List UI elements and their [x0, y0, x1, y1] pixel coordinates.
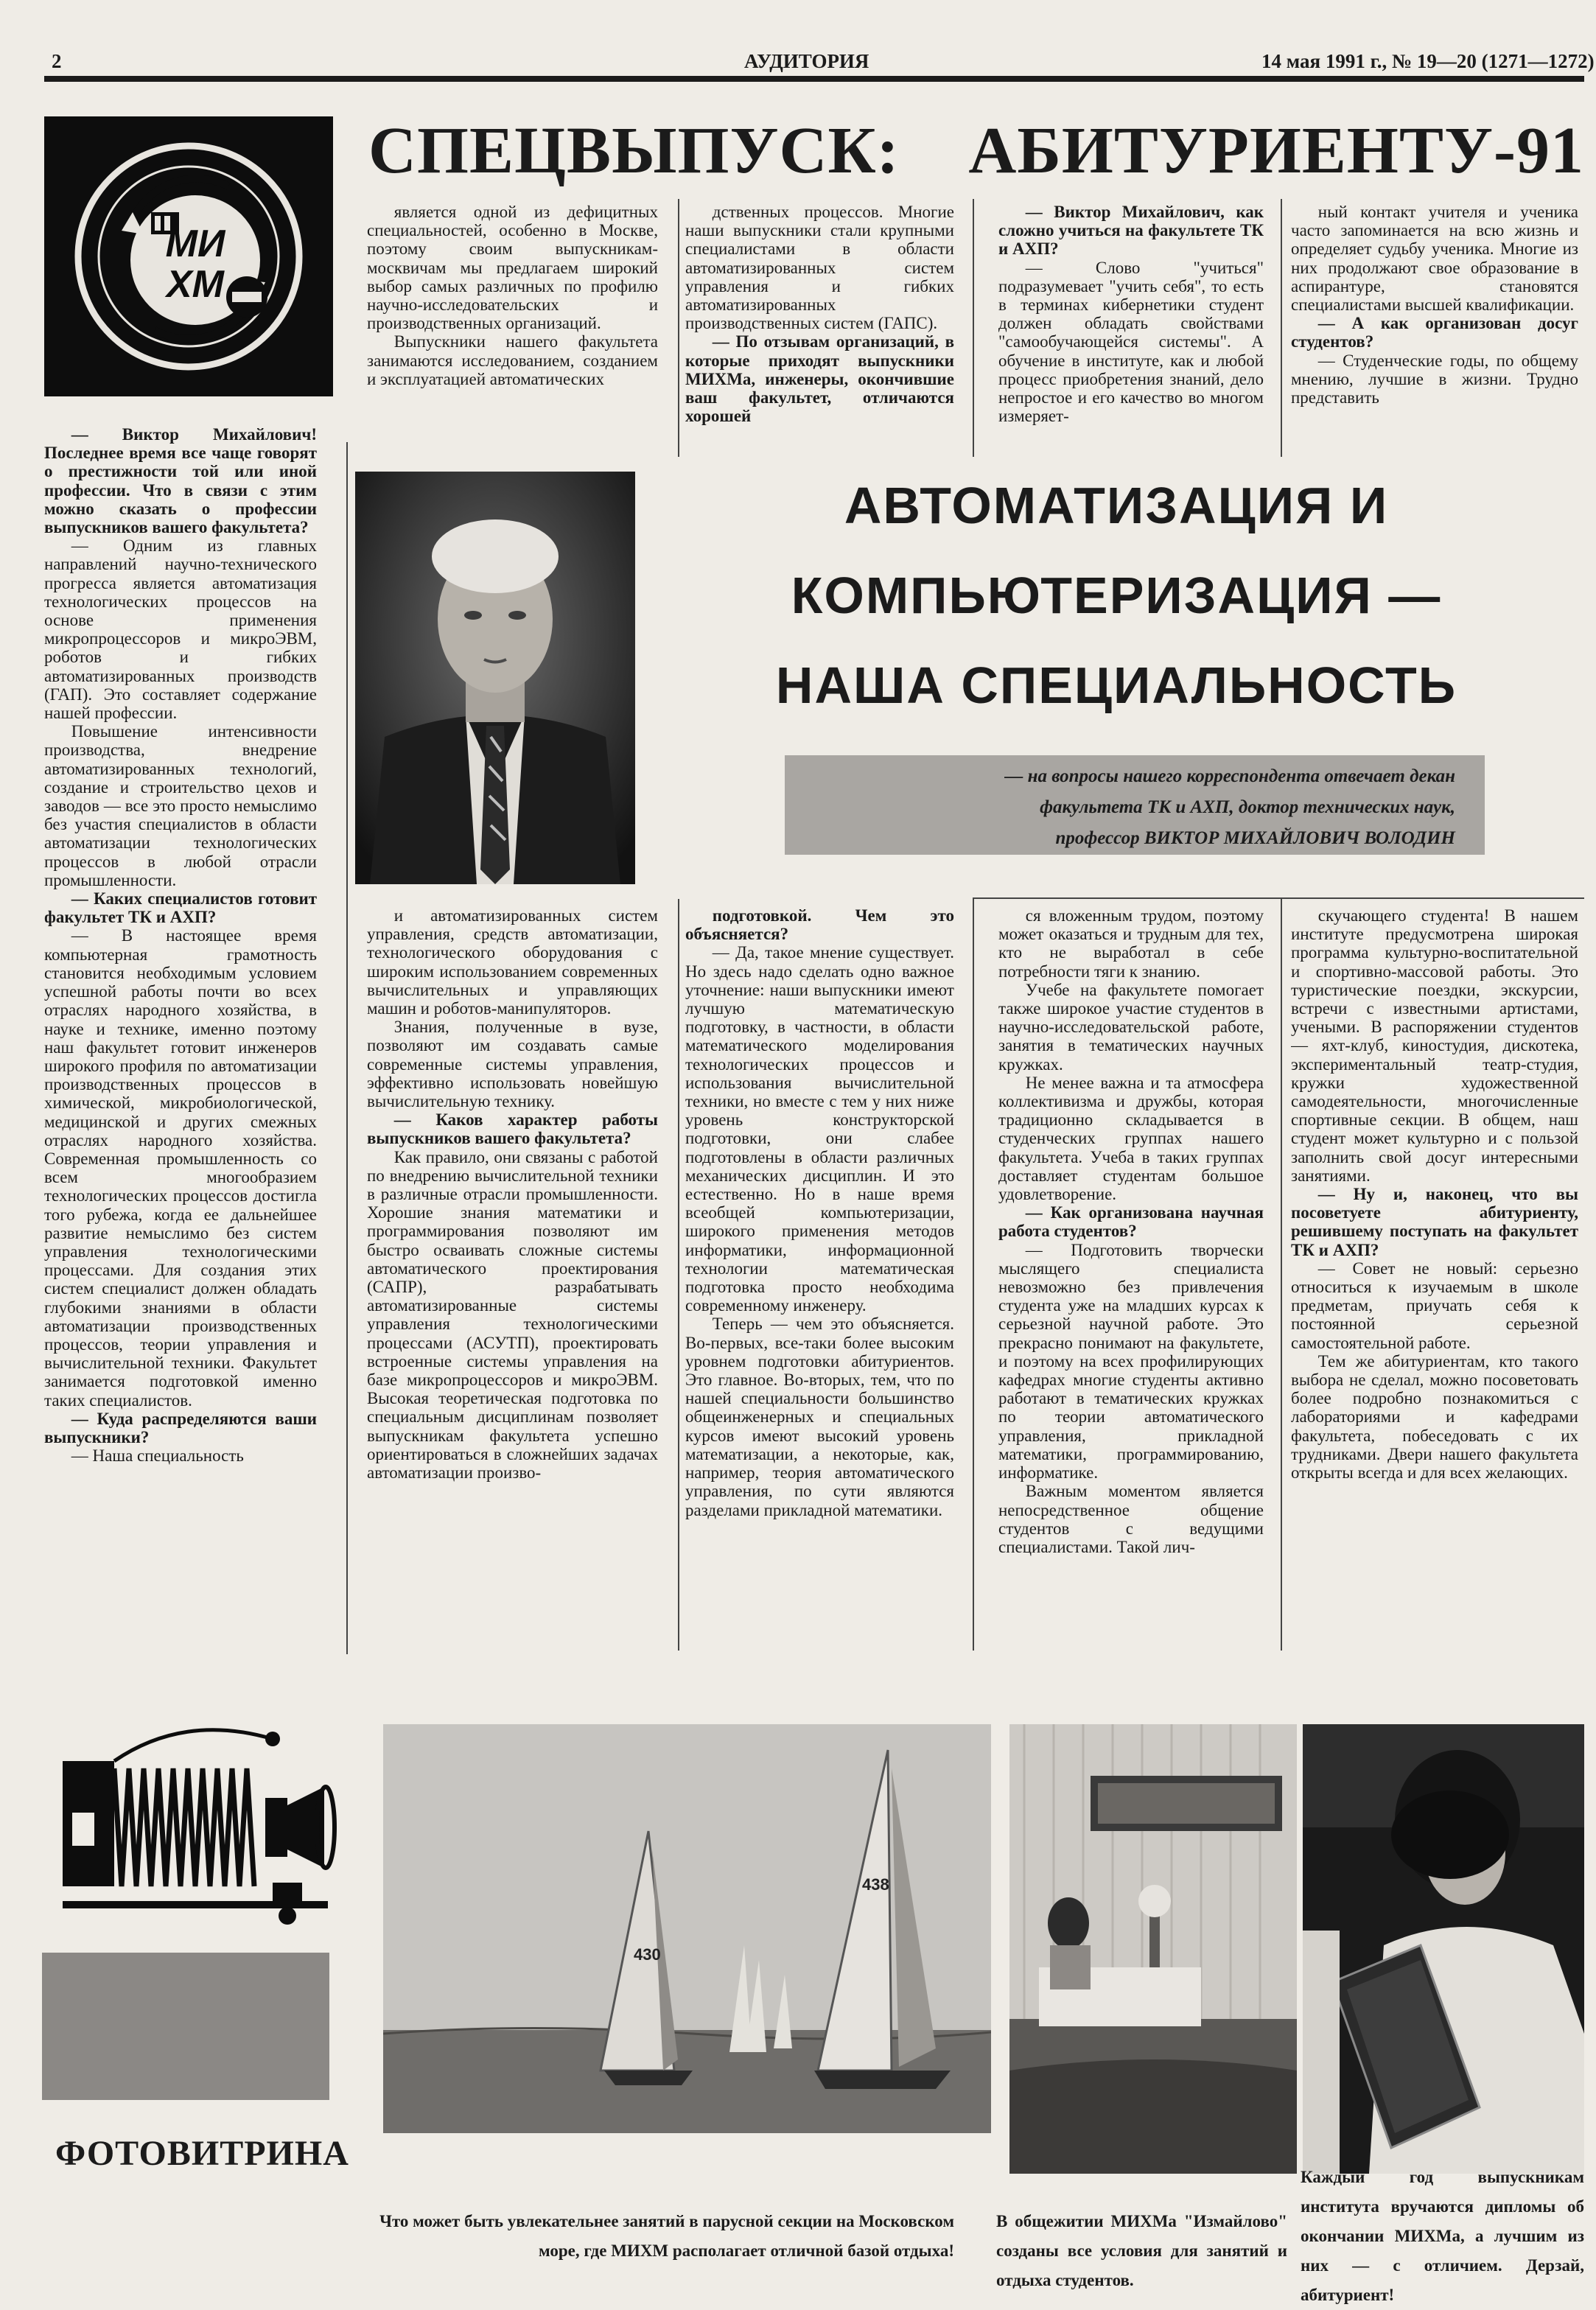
article-paragraph: является одной из дефицитных специальностей, особенно в Москве, поэтому своим выпускникам-москвичам мы предлагаем широкий выбор самых различных по профилю научно-исследовательских и производственных организаций.: [367, 203, 658, 333]
article-paragraph: и автоматизированных систем управления, средств автоматизации, технологического оборудования с широким использованием современных вычислительных и управляющих машин и роботов-манипуляторов.: [367, 906, 658, 1018]
article-paragraph: скучающего студента! В нашем институте предусмотрена широкая программа культурно-воспитательной и спортивно-массовой работы. Это туристические поездки, экскурсии, встречи с известными артистами, учеными. В распоряжении студентов — яхт-клуб, киностудия, дискотека, экспериментальный театр-студия, кружки художественной самодеятельности, многочисленные спортивные секции. В общем, наш студент может культурно и с пользой заполнить свой досуг интересными занятиями.: [1291, 906, 1578, 1185]
section-rule: [973, 897, 1584, 899]
article-paragraph: Теперь — чем это объясняется. Во-первых, все-таки более высоким уровнем подготовки абитуриентов. Это главное. Во-вторых, тем, что по нашей специальности большинство общеинженерных и специальных курсов имеют высокий уровень математизации, а некоторые, как, например, теория автоматического управления, по сути являются разделами прикладной математики.: [685, 1315, 954, 1519]
article-paragraph: Знания, полученные в вузе, позволяют им создавать самые современные системы управления, эффективно использовать новейшую вычислительную технику.: [367, 1018, 658, 1111]
article-paragraph: дственных процессов. Многие наши выпускники стали крупными специалистами в области автоматизированных систем управления и гибких автоматизированных производственных систем (ГАПС).: [685, 203, 954, 333]
institute-logo: [44, 116, 333, 396]
dean-portrait-photo: [355, 472, 635, 884]
article-column-3-bottom: [685, 906, 954, 1651]
article-paragraph: — Да, такое мнение существует. Но здесь надо сделать одно важное уточнение: наши выпускники имеют лучшую математическую подготовку, в частности, в области математического моделирования технологических процессов и использования вычислительной техники, но вместе с тем у них ниже уровень конструкторской подготовки, они слабее подготовлены в области различных механических дисциплин. И это естественно. Но в наше время всеобщей компьютеризации, широкого применения методов информатики, информационной технологии математическая подготовка просто необходима современному инженеру.: [685, 943, 954, 1315]
column-rule: [678, 199, 679, 457]
headline-line-3: НАША СПЕЦИАЛЬНОСТЬ: [775, 657, 1457, 714]
article-headline: [648, 461, 1584, 730]
gray-block: [42, 1953, 329, 2100]
article-paragraph: — Подготовить творчески мыслящего специалиста невозможно без привлечения студента уже на младших курсах к серьезной научной работе. Это прекрасно понимают на факультете, и поэтому на всех профилирующих кафедрах многие студенты активно работают в тематических кружках по теории автоматического управления, прикладной математики, программированию, информатике.: [998, 1240, 1264, 1483]
article-paragraph: — Наша специальность: [71, 1446, 244, 1466]
article-column-5-bottom: [1291, 906, 1578, 1651]
logo-letters-top: МИ: [165, 223, 225, 265]
interview-question: — А как организован досуг студентов?: [1291, 314, 1578, 351]
interview-question: — Каких специалистов готовит факультет ТК и АХП?: [44, 889, 317, 927]
article-paragraph: Важным моментом является непосредственное общение студентов с ведущими специалистами. Такой лич-: [998, 1482, 1264, 1556]
headline-line-1: АВТОМАТИЗАЦИЯ И: [844, 477, 1389, 534]
article-column-5-top: [1291, 203, 1578, 453]
banner-title: СПЕЦВЫПУСК: АБИТУРИЕНТУ-91: [368, 114, 1584, 187]
sail-number-2: 438: [862, 1875, 889, 1894]
interview-question: — По отзывам организаций, в которые приходят выпускники МИХМа, инженеры, окончившие ваш факультет, отличаются хорошей: [685, 332, 954, 426]
column-rule: [1281, 199, 1282, 457]
dormitory-photo: [1009, 1724, 1297, 2174]
article-column-3-top: [685, 203, 954, 453]
article-column-2-top: [367, 203, 658, 453]
sailing-photo-caption: Что может быть увлекательнее занятий в парусной секции на Московском море, где МИХМ располагает отличной базой отдыха!: [379, 2212, 954, 2260]
column-rule: [1281, 899, 1282, 1651]
interview-question: подготовкой. Чем это объясняется?: [685, 906, 954, 944]
page-number: 2: [52, 50, 62, 72]
article-paragraph: Тем же абитуриентам, кто такого выбора не сделал, можно посоветовать более подробно познакомиться с лабораториями и кафедрами факультета, побеседовать с их трудниками. Двери нашего факультета открыты всегда и для всех желающих.: [1291, 1351, 1578, 1483]
issue-info: 14 мая 1991 г., № 19—20 (1271—1272): [1261, 50, 1595, 72]
column-rule: [346, 442, 348, 1654]
article-paragraph: — Слово "учиться" подразумевает "учить себя", то есть в терминах кибернетики студент должен обладать свойствами "самообучающейся системы". А обучение в институте, как и любой процесс приобретения знаний, дело непростое и его качество во многом измеряет-: [998, 258, 1264, 426]
article-paragraph: — Студенческие годы, по общему мнению, лучшие в жизни. Трудно представить: [1291, 351, 1578, 407]
column-rule: [973, 199, 974, 457]
article-paragraph: Выпускники нашего факультета занимаются исследованием, созданием и эксплуатацией автоматических: [367, 332, 658, 388]
column-rule: [973, 899, 974, 1651]
diploma-photo-caption: Каждый год выпускникам института вручаются дипломы об окончании МИХМа, а лучшим из них — с отличием. Дерзай, абитуриент!: [1301, 2168, 1584, 2304]
diploma-photo: [1303, 1724, 1584, 2174]
article-paragraph: — Совет не новый: серьезно относиться к изучаемым в школе предметам, приучать себя к постоянной серьезной самостоятельной работе.: [1291, 1259, 1578, 1352]
headline-line-2: КОМПЬЮТЕРИЗАЦИЯ —: [791, 567, 1442, 624]
logo-letters-bottom: ХМ: [167, 263, 224, 306]
article-column-1: [44, 425, 317, 1650]
interview-question: — Куда распределяются ваши выпускники?: [44, 1409, 317, 1446]
article-paragraph: Как правило, они связаны с работой по внедрению вычислительной техники в различные отрасли промышленности. Хорошие знания математики и программирования позволяют им быстро осваивать сложные системы автоматического проектирования (САПР), разрабатывать автоматизированные системы управления технологическими процессами (АСУТП), проектировать встроенные системы управления на базе микропроцессоров и микроЭВМ. Высокая теоретическая подготовка по специальным дисциплинам позволяет выпускникам факультета успешно ориентироваться в сложнейших задачах автоматизации произво-: [367, 1147, 658, 1483]
column-rule: [678, 899, 679, 1651]
sail-number-1: 430: [634, 1945, 661, 1964]
subheadline-line-2: факультета ТК и АХП, доктор технических наук,: [1040, 797, 1455, 817]
interview-question: — Ну и, наконец, что вы посоветуете абитуриенту, решившему поступать на факультет ТК и АХП?: [1291, 1185, 1578, 1259]
article-paragraph: — Одним из главных направлений научно-технического прогресса является автоматизация технологических процессов на основе применения микропроцессоров и микроЭВМ, роботов и гибких автоматизированных производств (ГАП). Это составляет содержание нашей профессии.: [44, 536, 317, 723]
interview-question: — Каков характер работы выпускников вашего факультета?: [367, 1110, 658, 1148]
sailing-photo: [383, 1724, 991, 2133]
camera-illustration: [52, 1717, 339, 1938]
subheadline-box: [785, 755, 1485, 855]
dormitory-photo-caption: В общежитии МИХМа "Измайлово" созданы все условия для занятий и отдыха студентов.: [996, 2212, 1287, 2289]
article-paragraph: Не менее важна и та атмосфера коллективизма и дружбы, которая традиционно складывается в студенческих группах нашего факультета. Учеба в таких группах доставляет студентам большое удовлетворение.: [998, 1073, 1264, 1204]
article-paragraph: Учебе на факультете помогает также широкое участие студентов в научно-исследовательской работе, занятия в тематических научных кружках.: [998, 980, 1264, 1074]
paper-name: АУДИТОРИЯ: [744, 50, 869, 72]
photo-section-title: ФОТОВИТРИНА: [55, 2134, 349, 2173]
article-paragraph: — В настоящее время компьютерная грамотность становится необходимым условием успешной работы почти во всех отраслях народного хозяйства, в науке и технике, именно поэтому наш факультет готовит инженеров широкого профиля по автоматизации производственных процессов в химической, микробиологической, медицинской и других смежных отраслях народного хозяйства. Современная промышленность со всем многообразием технологических процессов достигла того рубежа, когда ее дальнейшее развитие немыслимо без систем управления технологическими процессами. Для создания этих систем специалист должен обладать глубокими знаниями в области автоматизации производственных процессов, теории управления и вычислительной техники. Факультет занимается подготовкой именно таких специалистов.: [44, 926, 317, 1410]
article-paragraph: ся вложенным трудом, поэтому может оказаться и трудным для тех, кто не выработал в себе потребности тяги к знанию.: [998, 906, 1264, 981]
article-paragraph: ный контакт учителя и ученика часто запоминается на всю жизнь и определяет судьбу ученика. Многие из них продолжают свое образование в аспирантуре, становятся специалистами высшей квалификации.: [1291, 203, 1578, 315]
subheadline-line-1: — на вопросы нашего корреспондента отвечает декан: [1004, 766, 1455, 786]
article-paragraph: Повышение интенсивности производства, внедрение автоматизированных технологий, создание и строительство цехов и заводов — все это просто немыслимо без участия специалистов в области автоматизации технологических процессов в любой отрасли промышленности.: [44, 722, 317, 889]
article-column-2-bottom: [367, 906, 658, 1651]
interview-question: — Виктор Михайлович, как сложно учиться на факультете ТК и АХП?: [998, 203, 1264, 259]
interview-question: — Виктор Михайлович! Последнее время все чаще говорят о престижности той или иной профессии. Что в связи с этим можно сказать о профессии выпускников вашего факультета?: [44, 425, 317, 537]
article-column-4-bottom: [998, 906, 1264, 1651]
subheadline-line-3: профессор ВИКТОР МИХАЙЛОВИЧ ВОЛОДИН: [1055, 828, 1455, 848]
interview-question: — Как организована научная работа студентов?: [998, 1203, 1264, 1241]
article-column-4-top: [998, 203, 1264, 453]
masthead-rule: [44, 76, 1584, 82]
